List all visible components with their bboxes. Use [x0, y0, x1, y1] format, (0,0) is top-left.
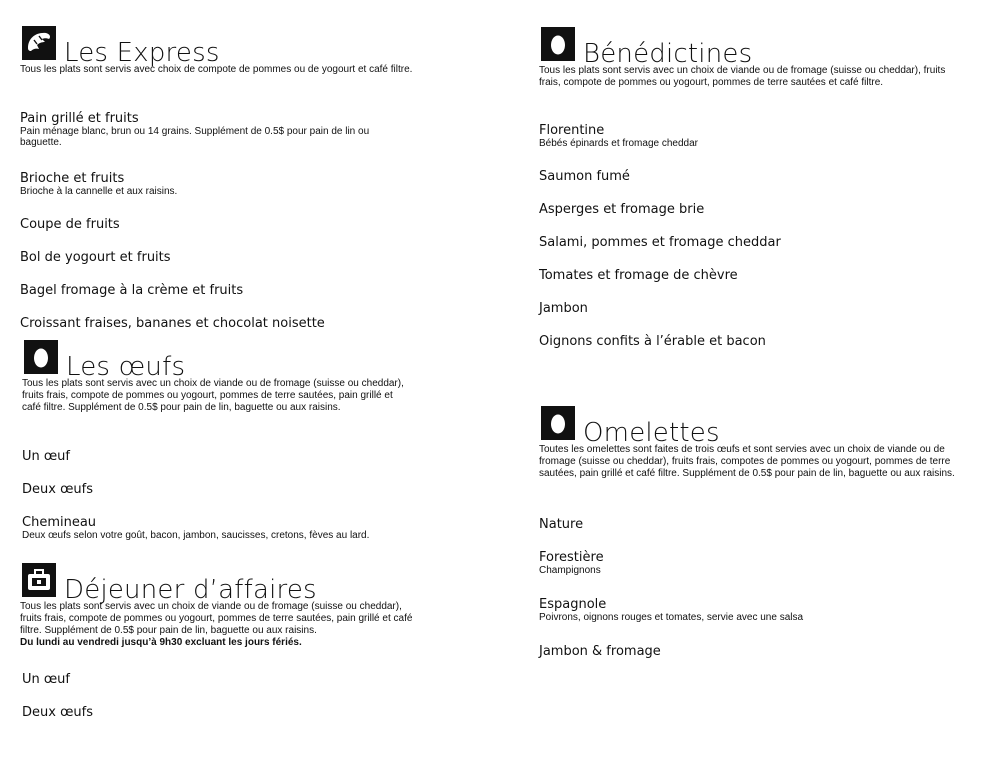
section-header: [20, 563, 415, 605]
item-name: Coupe de fruits: [20, 217, 120, 232]
menu-item: [539, 169, 949, 184]
menu-item: [539, 550, 949, 576]
menu-item: [22, 705, 412, 720]
item-name: Tomates et fromage de chèvre: [539, 268, 738, 283]
item-name: Bagel fromage à la crème et fruits: [20, 283, 244, 298]
section-benedictines: [539, 27, 959, 89]
section-description: Toutes les omelettes sont faites de trois œufs et sont servies avec un choix de viande ou de fromage (suisse ou cheddar), fruits frais, compotes de pommes ou yogourt, pommes de terre sautées, pain grillé et café filtre. Supplément de 0.5$ pour pain de lin, baguette ou aux raisins.: [539, 444, 955, 479]
item-description: Poivrons, oignons rouges et tomates, servie avec une salsa: [539, 612, 804, 623]
egg-icon: [24, 340, 58, 374]
section-title: Bénédictines: [583, 39, 753, 69]
section-title: Les œufs: [66, 352, 186, 382]
item-description: Deux œufs selon votre goût, bacon, jambon, saucisses, cretons, fèves au lard.: [22, 530, 370, 541]
briefcase-icon: [22, 563, 56, 597]
section-express: [20, 26, 420, 76]
item-name: Florentine: [539, 123, 605, 138]
menu-item: [539, 268, 949, 283]
menu-item: [539, 597, 949, 623]
menu-item: [22, 515, 407, 541]
section-affaires: [20, 563, 415, 649]
item-description: Pain ménage blanc, brun ou 14 grains. Supplément de 0.5$ pour pain de lin ou baguette.: [20, 126, 370, 148]
section-title: Déjeuner d’affaires: [64, 575, 317, 605]
menu-item: [22, 449, 412, 464]
menu-item: [22, 482, 412, 497]
item-description: Champignons: [539, 565, 601, 576]
item-name: Salami, pommes et fromage cheddar: [539, 235, 781, 250]
item-name: Pain grillé et fruits: [20, 111, 139, 126]
section-description: Tous les plats sont servis avec un choix de viande ou de fromage (suisse ou cheddar), fruits frais, compote de pommes ou yogourt, pommes de terre sautées, pain grillé et café filtre. Supplément de 0.5$ pour pain de lin, baguette ou aux raisins.: [20, 601, 413, 636]
section-header: [20, 26, 420, 68]
section-note: Du lundi au vendredi jusqu’à 9h30 excluant les jours fériés.: [20, 637, 302, 648]
item-name: Asperges et fromage brie: [539, 202, 705, 217]
section-title: Omelettes: [583, 418, 720, 448]
item-name: Deux œufs: [22, 482, 93, 497]
menu-item: [20, 283, 410, 298]
section-oeufs: [22, 340, 414, 414]
menu-item: [20, 111, 410, 148]
menu-item: [20, 316, 420, 331]
item-name: Bol de yogourt et fruits: [20, 250, 171, 265]
item-name: Nature: [539, 517, 584, 532]
section-description: Tous les plats sont servis avec un choix de viande ou de fromage (suisse ou cheddar), fruits frais, compote de pommes ou yogourt, pommes de terre sautées, pain grillé et café filtre. Supplément de 0.5$ pour pain de lin, baguette ou aux raisins.: [22, 378, 404, 413]
section-description: Tous les plats sont servis avec choix de compote de pommes ou de yogourt et café filtre.: [20, 64, 413, 75]
section-title: Les Express: [64, 38, 220, 68]
item-name: Espagnole: [539, 597, 607, 612]
item-name: Un œuf: [22, 449, 71, 464]
menu-item: [20, 217, 410, 232]
egg-icon: [541, 27, 575, 61]
section-header: [539, 406, 959, 448]
menu-item: [539, 644, 949, 659]
item-name: Forestière: [539, 550, 604, 565]
item-name: Jambon: [539, 301, 588, 316]
section-description: Tous les plats sont servis avec un choix de viande ou de fromage (suisse ou cheddar), fruits frais, compote de pommes ou yogourt, pommes de terre sautées et café filtre.: [539, 65, 946, 88]
croissant-icon: [22, 26, 56, 60]
item-description: Brioche à la cannelle et aux raisins.: [20, 186, 178, 197]
menu-item: [539, 235, 949, 250]
item-name: Oignons confits à l’érable et bacon: [539, 334, 766, 349]
item-name: Saumon fumé: [539, 169, 630, 184]
section-header: [22, 340, 414, 382]
section-header: [539, 27, 959, 69]
section-omelettes: [539, 406, 959, 480]
item-name: Un œuf: [22, 672, 71, 687]
menu-item: [539, 123, 949, 149]
menu-item: [539, 301, 949, 316]
egg-icon: [541, 406, 575, 440]
menu-item: [539, 517, 949, 532]
menu-item: [20, 171, 410, 197]
item-name: Chemineau: [22, 515, 97, 530]
item-name: Croissant fraises, bananes et chocolat noisette: [20, 316, 325, 331]
menu-item: [539, 334, 949, 349]
menu-item: [20, 250, 410, 265]
item-name: Jambon & fromage: [539, 644, 661, 659]
item-name: Deux œufs: [22, 705, 93, 720]
item-description: Bébés épinards et fromage cheddar: [539, 138, 698, 149]
menu-item: [22, 672, 412, 687]
menu-item: [539, 202, 949, 217]
item-name: Brioche et fruits: [20, 171, 125, 186]
